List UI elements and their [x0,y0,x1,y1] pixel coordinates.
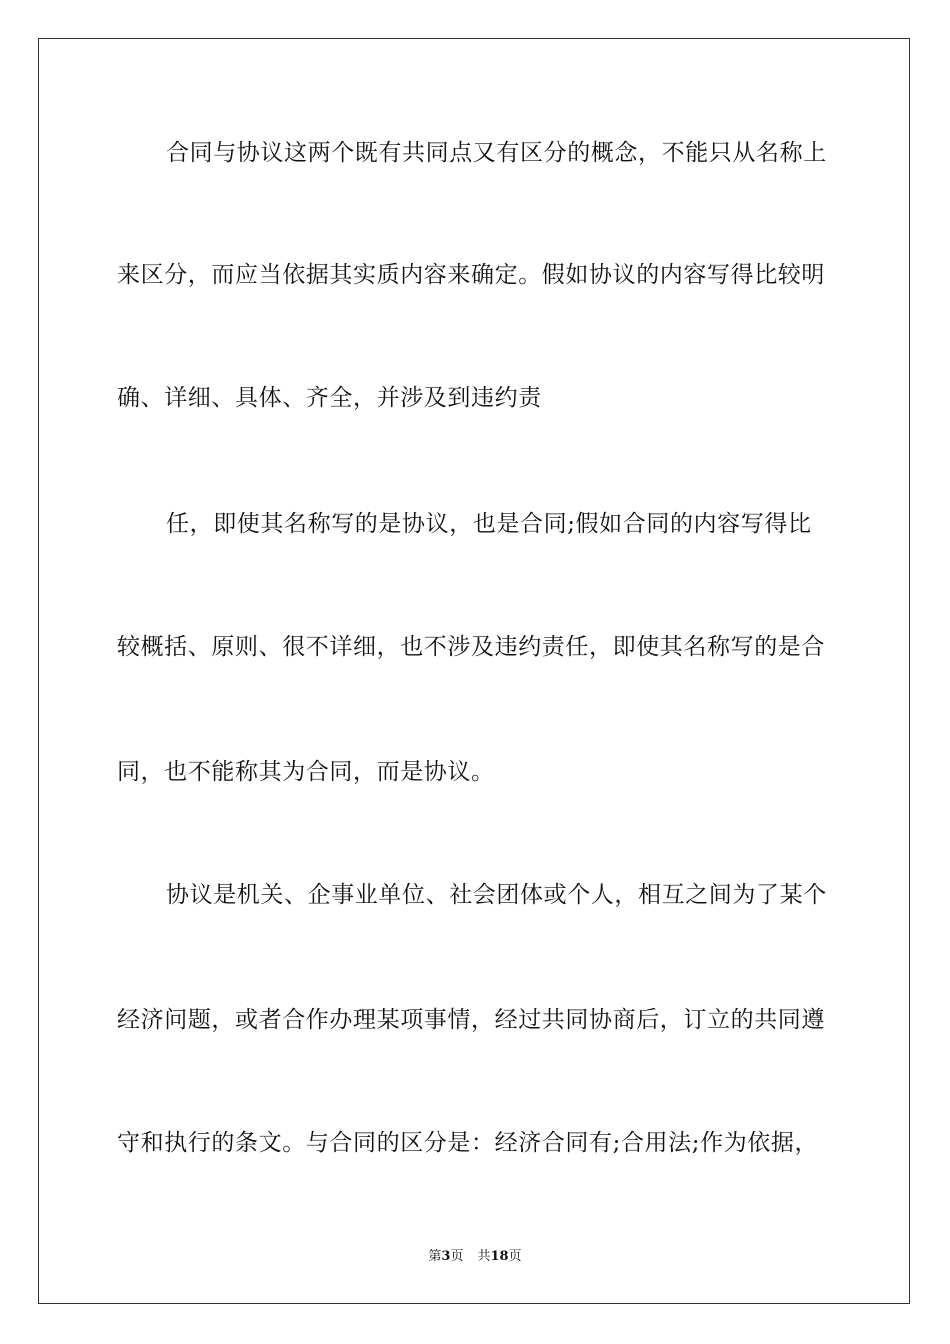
paragraph-1-line-2: 来区分，而应当依据其实质内容来确定。假如协议的内容写得比较明 [117,262,825,288]
page-footer [0,1248,950,1266]
paragraph-3-line-1: 协议是机关、企事业单位、社会团体或个人，相互之间为了某个 [166,882,827,908]
page-border [38,38,910,1304]
paragraph-2-line-2: 较概括、原则、很不详细，也不涉及违约责任，即使其名称写的是合 [117,634,825,660]
total-pages: 18 [490,1249,509,1264]
paragraph-3-line-2: 经济问题，或者合作办理某项事情，经过共同协商后，订立的共同遵 [117,1007,825,1033]
page-number: 3 [441,1249,451,1264]
page-prefix: 第 [428,1249,442,1264]
paragraph-1-line-1: 合同与协议这两个既有共同点又有区分的概念，不能只从名称上 [166,140,827,166]
paragraph-3-line-3: 守和执行的条文。与合同的区分是：经济合同有;合用法;作为依据， [117,1130,819,1156]
total-suffix: 页 [508,1249,522,1264]
paragraph-1-line-3: 确、详细、具体、齐全，并涉及到违约责 [117,385,542,411]
paragraph-2-line-3: 同，也不能称其为合同，而是协议。 [117,759,495,785]
paragraph-2-line-1: 任，即使其名称写的是协议，也是合同;假如合同的内容写得比 [166,511,812,537]
total-prefix: 共 [477,1249,491,1264]
page-suffix: 页 [450,1249,464,1264]
